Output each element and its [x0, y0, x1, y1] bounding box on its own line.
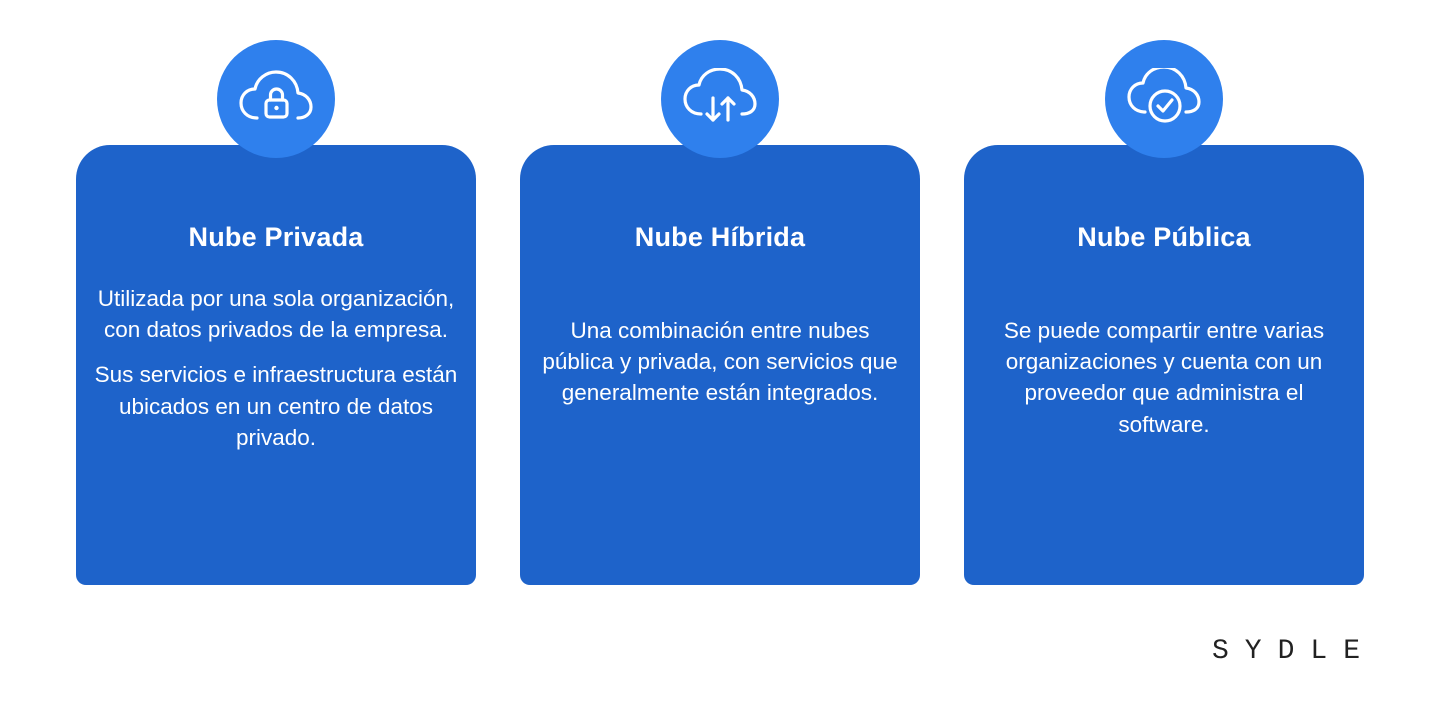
brand-letter: E — [1343, 636, 1362, 667]
card-paragraph: Utilizada por una sola organización, con datos privados de la empresa. — [97, 286, 455, 343]
card-description — [982, 315, 1346, 439]
cloud-types-card-row — [76, 40, 1364, 585]
cloud-check-icon — [1105, 40, 1223, 158]
card-nube-hibrida[interactable] — [520, 40, 920, 585]
card-nube-privada[interactable] — [76, 40, 476, 585]
card-description — [538, 315, 902, 408]
card-body — [964, 145, 1364, 585]
card-body — [520, 145, 920, 585]
sydle-logo — [1212, 638, 1362, 666]
card-title: Nube Pública — [1077, 222, 1251, 252]
card-paragraph: Una combinación entre nubes pública y privada, con servicios que generalmente están integrados. — [542, 318, 898, 406]
brand-letter: Y — [1244, 636, 1264, 667]
card-paragraph: Sus servicios e infraestructura están ubicados en un centro de datos privado. — [94, 362, 458, 450]
cloud-sync-icon — [661, 40, 779, 158]
brand-letter: L — [1310, 636, 1330, 667]
card-nube-publica[interactable] — [964, 40, 1364, 585]
brand-letter: S — [1211, 636, 1231, 667]
card-paragraph: Se puede compartir entre varias organizaciones y cuenta con un proveedor que administra el software. — [1003, 318, 1325, 437]
cloud-lock-icon — [217, 40, 335, 158]
card-body — [76, 145, 476, 585]
card-title: Nube Híbrida — [634, 222, 806, 252]
brand-letter: D — [1277, 636, 1297, 667]
card-description — [94, 283, 458, 452]
card-title: Nube Privada — [188, 222, 364, 252]
